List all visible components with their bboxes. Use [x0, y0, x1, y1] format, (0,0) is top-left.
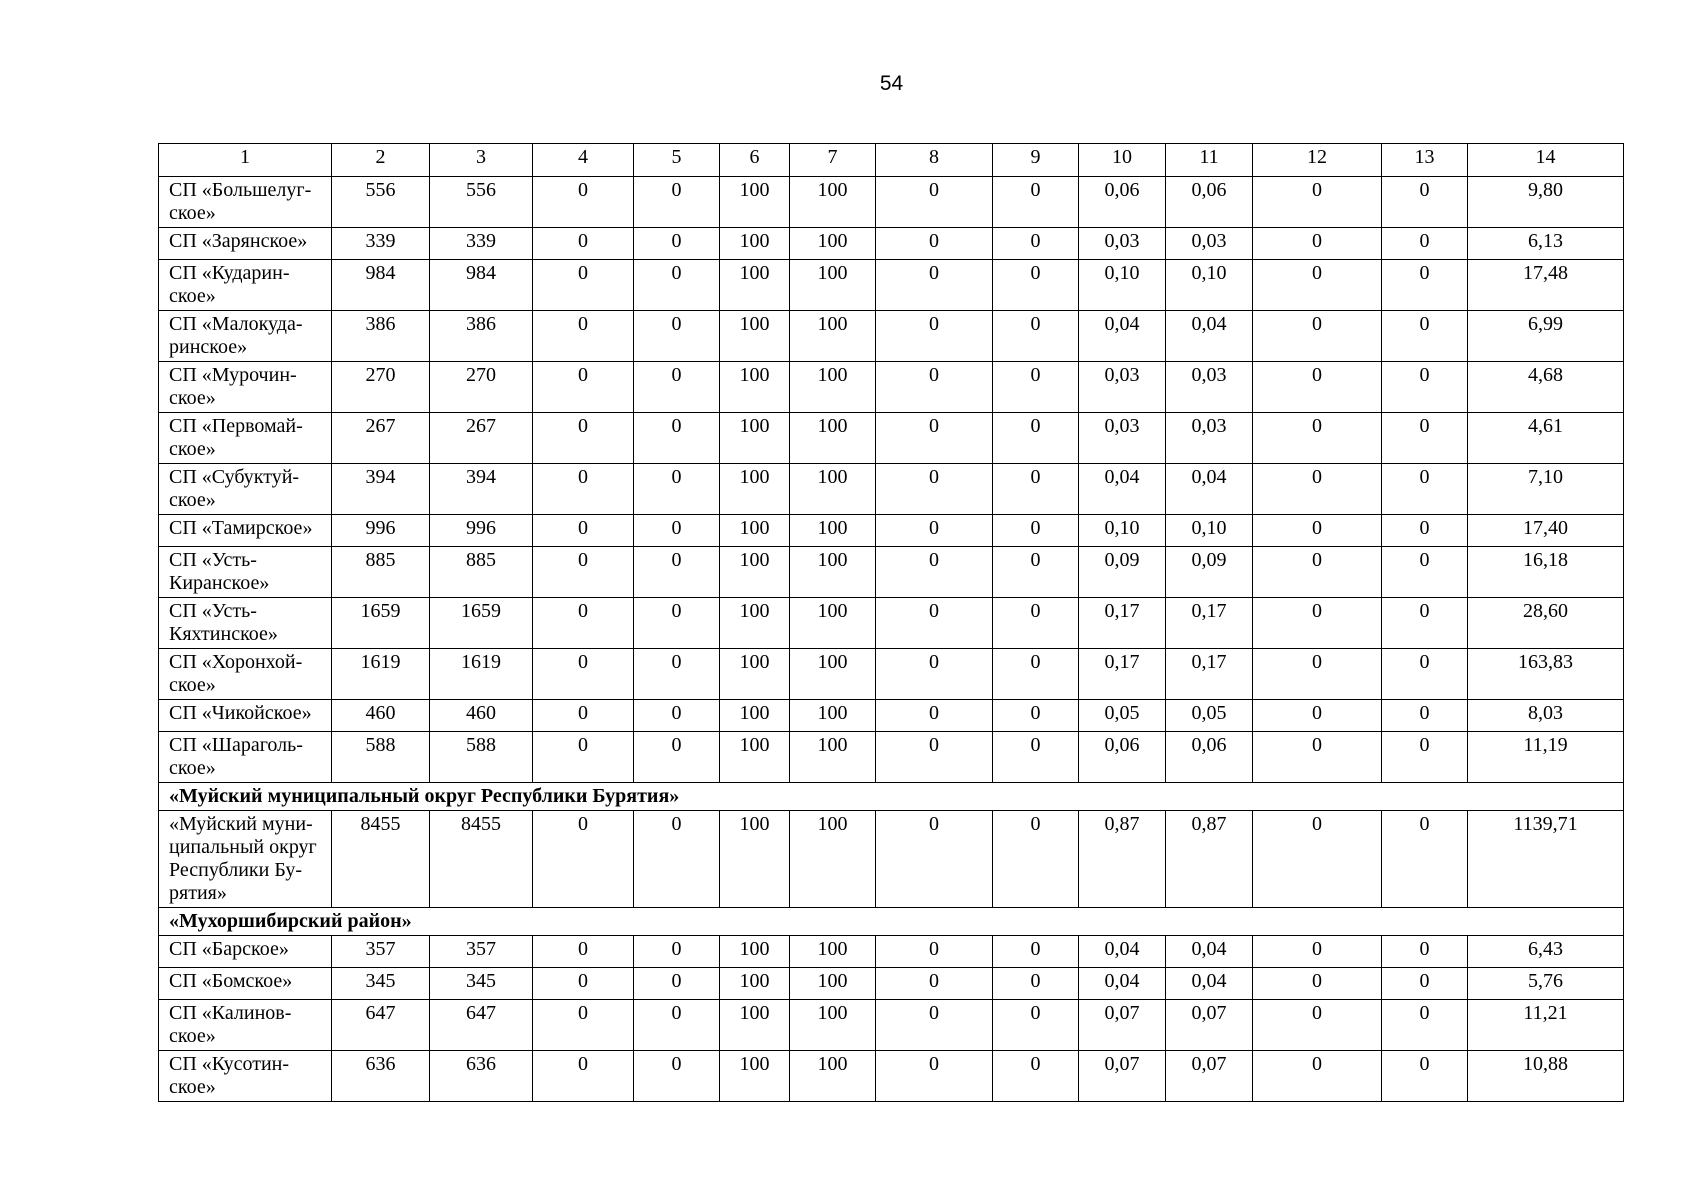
column-header-8: 8 — [876, 144, 993, 177]
cell-col-14: 6,13 — [1468, 228, 1624, 260]
cell-col-10: 0,04 — [1079, 936, 1166, 968]
cell-col-6: 100 — [720, 260, 790, 311]
table-row — [159, 968, 1624, 1000]
cell-col-14: 17,40 — [1468, 515, 1624, 547]
cell-col-10: 0,07 — [1079, 1051, 1166, 1102]
cell-col-3: 1619 — [430, 649, 533, 700]
cell-col-11: 0,10 — [1166, 260, 1253, 311]
cell-col-12: 0 — [1253, 968, 1382, 1000]
cell-col-13: 0 — [1382, 413, 1468, 464]
cell-col-4: 0 — [533, 1000, 634, 1051]
cell-col-2: 885 — [332, 547, 430, 598]
cell-col-5: 0 — [634, 547, 720, 598]
table-row — [159, 700, 1624, 732]
cell-col-5: 0 — [634, 260, 720, 311]
cell-col-13: 0 — [1382, 464, 1468, 515]
cell-col-11: 0,03 — [1166, 228, 1253, 260]
cell-col-11: 0,04 — [1166, 936, 1253, 968]
cell-col-12: 0 — [1253, 515, 1382, 547]
cell-col-3: 270 — [430, 362, 533, 413]
cell-col-6: 100 — [720, 362, 790, 413]
cell-col-12: 0 — [1253, 464, 1382, 515]
cell-col-13: 0 — [1382, 1051, 1468, 1102]
table-row — [159, 732, 1624, 783]
cell-col-13: 0 — [1382, 1000, 1468, 1051]
table-row — [159, 811, 1624, 908]
cell-col-7: 100 — [790, 598, 876, 649]
cell-col-13: 0 — [1382, 732, 1468, 783]
cell-col-5: 0 — [634, 311, 720, 362]
cell-col-11: 0,17 — [1166, 598, 1253, 649]
cell-col-10: 0,05 — [1079, 700, 1166, 732]
cell-col-13: 0 — [1382, 936, 1468, 968]
cell-col-10: 0,10 — [1079, 260, 1166, 311]
cell-col-6: 100 — [720, 811, 790, 908]
cell-col-13: 0 — [1382, 649, 1468, 700]
table-row — [159, 228, 1624, 260]
cell-col-12: 0 — [1253, 649, 1382, 700]
header-row — [159, 144, 1624, 177]
cell-col-8: 0 — [876, 413, 993, 464]
cell-col-13: 0 — [1382, 177, 1468, 228]
cell-col-12: 0 — [1253, 362, 1382, 413]
settlement-name: СП «Калинов- ское» — [159, 1000, 332, 1051]
cell-col-13: 0 — [1382, 811, 1468, 908]
cell-col-9: 0 — [993, 177, 1079, 228]
cell-col-3: 984 — [430, 260, 533, 311]
cell-col-6: 100 — [720, 413, 790, 464]
cell-col-5: 0 — [634, 1051, 720, 1102]
data-table — [158, 143, 1624, 1102]
cell-col-8: 0 — [876, 700, 993, 732]
cell-col-4: 0 — [533, 968, 634, 1000]
cell-col-12: 0 — [1253, 1000, 1382, 1051]
cell-col-12: 0 — [1253, 260, 1382, 311]
cell-col-7: 100 — [790, 649, 876, 700]
column-header-9: 9 — [993, 144, 1079, 177]
cell-col-8: 0 — [876, 362, 993, 413]
cell-col-9: 0 — [993, 228, 1079, 260]
cell-col-4: 0 — [533, 811, 634, 908]
page-number: 54 — [879, 72, 904, 95]
cell-col-12: 0 — [1253, 413, 1382, 464]
cell-col-14: 5,76 — [1468, 968, 1624, 1000]
settlement-name: СП «Бомское» — [159, 968, 332, 1000]
cell-col-4: 0 — [533, 515, 634, 547]
cell-col-3: 636 — [430, 1051, 533, 1102]
cell-col-11: 0,06 — [1166, 177, 1253, 228]
cell-col-6: 100 — [720, 649, 790, 700]
cell-col-10: 0,17 — [1079, 649, 1166, 700]
cell-col-2: 267 — [332, 413, 430, 464]
cell-col-9: 0 — [993, 311, 1079, 362]
column-header-6: 6 — [720, 144, 790, 177]
cell-col-13: 0 — [1382, 598, 1468, 649]
cell-col-11: 0,17 — [1166, 649, 1253, 700]
settlement-name: СП «Зарянское» — [159, 228, 332, 260]
cell-col-12: 0 — [1253, 311, 1382, 362]
cell-col-8: 0 — [876, 936, 993, 968]
section-title: «Мухоршибирский район» — [159, 908, 1624, 936]
cell-col-13: 0 — [1382, 260, 1468, 311]
cell-col-6: 100 — [720, 700, 790, 732]
column-header-12: 12 — [1253, 144, 1382, 177]
cell-col-6: 100 — [720, 732, 790, 783]
cell-col-2: 394 — [332, 464, 430, 515]
section-header-row — [159, 783, 1624, 811]
cell-col-10: 0,04 — [1079, 968, 1166, 1000]
cell-col-11: 0,07 — [1166, 1000, 1253, 1051]
column-header-11: 11 — [1166, 144, 1253, 177]
cell-col-5: 0 — [634, 1000, 720, 1051]
settlement-name: СП «Усть- Кяхтинское» — [159, 598, 332, 649]
settlement-name: СП «Барское» — [159, 936, 332, 968]
cell-col-12: 0 — [1253, 811, 1382, 908]
cell-col-5: 0 — [634, 413, 720, 464]
cell-col-10: 0,03 — [1079, 228, 1166, 260]
cell-col-11: 0,06 — [1166, 732, 1253, 783]
table-row — [159, 936, 1624, 968]
column-header-1: 1 — [159, 144, 332, 177]
cell-col-14: 9,80 — [1468, 177, 1624, 228]
cell-col-7: 100 — [790, 177, 876, 228]
cell-col-8: 0 — [876, 547, 993, 598]
cell-col-13: 0 — [1382, 515, 1468, 547]
cell-col-4: 0 — [533, 177, 634, 228]
cell-col-10: 0,10 — [1079, 515, 1166, 547]
cell-col-4: 0 — [533, 1051, 634, 1102]
table-row — [159, 311, 1624, 362]
table-row — [159, 464, 1624, 515]
cell-col-8: 0 — [876, 260, 993, 311]
cell-col-6: 100 — [720, 547, 790, 598]
cell-col-13: 0 — [1382, 228, 1468, 260]
cell-col-8: 0 — [876, 177, 993, 228]
cell-col-3: 345 — [430, 968, 533, 1000]
cell-col-14: 10,88 — [1468, 1051, 1624, 1102]
cell-col-13: 0 — [1382, 547, 1468, 598]
table-row — [159, 1051, 1624, 1102]
settlement-name: СП «Первомай- ское» — [159, 413, 332, 464]
cell-col-7: 100 — [790, 228, 876, 260]
settlement-name: СП «Кусотин- ское» — [159, 1051, 332, 1102]
cell-col-5: 0 — [634, 228, 720, 260]
cell-col-6: 100 — [720, 598, 790, 649]
cell-col-8: 0 — [876, 1000, 993, 1051]
cell-col-3: 339 — [430, 228, 533, 260]
cell-col-14: 163,83 — [1468, 649, 1624, 700]
cell-col-3: 394 — [430, 464, 533, 515]
settlement-name: СП «Мурочин- ское» — [159, 362, 332, 413]
column-header-10: 10 — [1079, 144, 1166, 177]
cell-col-4: 0 — [533, 598, 634, 649]
cell-col-11: 0,05 — [1166, 700, 1253, 732]
cell-col-9: 0 — [993, 649, 1079, 700]
cell-col-10: 0,09 — [1079, 547, 1166, 598]
cell-col-3: 357 — [430, 936, 533, 968]
cell-col-3: 996 — [430, 515, 533, 547]
cell-col-6: 100 — [720, 177, 790, 228]
cell-col-3: 8455 — [430, 811, 533, 908]
cell-col-8: 0 — [876, 649, 993, 700]
cell-col-10: 0,87 — [1079, 811, 1166, 908]
cell-col-8: 0 — [876, 515, 993, 547]
cell-col-2: 8455 — [332, 811, 430, 908]
cell-col-10: 0,06 — [1079, 177, 1166, 228]
cell-col-14: 11,19 — [1468, 732, 1624, 783]
cell-col-5: 0 — [634, 700, 720, 732]
cell-col-14: 11,21 — [1468, 1000, 1624, 1051]
cell-col-5: 0 — [634, 811, 720, 908]
cell-col-14: 6,99 — [1468, 311, 1624, 362]
cell-col-9: 0 — [993, 936, 1079, 968]
cell-col-8: 0 — [876, 1051, 993, 1102]
cell-col-5: 0 — [634, 464, 720, 515]
cell-col-8: 0 — [876, 811, 993, 908]
cell-col-4: 0 — [533, 732, 634, 783]
cell-col-12: 0 — [1253, 598, 1382, 649]
cell-col-11: 0,07 — [1166, 1051, 1253, 1102]
cell-col-5: 0 — [634, 598, 720, 649]
cell-col-3: 267 — [430, 413, 533, 464]
cell-col-6: 100 — [720, 936, 790, 968]
cell-col-7: 100 — [790, 362, 876, 413]
cell-col-12: 0 — [1253, 177, 1382, 228]
cell-col-2: 556 — [332, 177, 430, 228]
cell-col-4: 0 — [533, 700, 634, 732]
cell-col-7: 100 — [790, 700, 876, 732]
cell-col-9: 0 — [993, 464, 1079, 515]
cell-col-10: 0,03 — [1079, 413, 1166, 464]
cell-col-14: 17,48 — [1468, 260, 1624, 311]
settlement-name: СП «Большелуг- ское» — [159, 177, 332, 228]
cell-col-9: 0 — [993, 515, 1079, 547]
cell-col-11: 0,03 — [1166, 362, 1253, 413]
cell-col-2: 339 — [332, 228, 430, 260]
cell-col-4: 0 — [533, 362, 634, 413]
cell-col-2: 345 — [332, 968, 430, 1000]
cell-col-6: 100 — [720, 968, 790, 1000]
settlement-name: СП «Кударин- ское» — [159, 260, 332, 311]
settlement-name: СП «Тамирское» — [159, 515, 332, 547]
table-row — [159, 649, 1624, 700]
cell-col-3: 885 — [430, 547, 533, 598]
cell-col-9: 0 — [993, 598, 1079, 649]
cell-col-11: 0,04 — [1166, 464, 1253, 515]
cell-col-11: 0,04 — [1166, 968, 1253, 1000]
cell-col-11: 0,03 — [1166, 413, 1253, 464]
cell-col-13: 0 — [1382, 968, 1468, 1000]
cell-col-14: 28,60 — [1468, 598, 1624, 649]
cell-col-3: 647 — [430, 1000, 533, 1051]
settlement-name: СП «Усть- Киранское» — [159, 547, 332, 598]
cell-col-2: 357 — [332, 936, 430, 968]
cell-col-7: 100 — [790, 1000, 876, 1051]
cell-col-12: 0 — [1253, 1051, 1382, 1102]
column-header-4: 4 — [533, 144, 634, 177]
cell-col-12: 0 — [1253, 732, 1382, 783]
cell-col-7: 100 — [790, 936, 876, 968]
cell-col-9: 0 — [993, 362, 1079, 413]
cell-col-5: 0 — [634, 649, 720, 700]
cell-col-10: 0,06 — [1079, 732, 1166, 783]
cell-col-7: 100 — [790, 547, 876, 598]
cell-col-7: 100 — [790, 515, 876, 547]
cell-col-3: 556 — [430, 177, 533, 228]
settlement-name: СП «Шараголь- ское» — [159, 732, 332, 783]
settlement-name: «Муйский муни- ципальный округ Республики Бу- рятия» — [159, 811, 332, 908]
settlement-name: СП «Малокуда- ринское» — [159, 311, 332, 362]
cell-col-2: 588 — [332, 732, 430, 783]
settlement-name: СП «Субуктуй- ское» — [159, 464, 332, 515]
column-header-13: 13 — [1382, 144, 1468, 177]
cell-col-4: 0 — [533, 228, 634, 260]
cell-col-8: 0 — [876, 464, 993, 515]
cell-col-5: 0 — [634, 177, 720, 228]
cell-col-4: 0 — [533, 649, 634, 700]
table-row — [159, 1000, 1624, 1051]
cell-col-2: 647 — [332, 1000, 430, 1051]
column-header-14: 14 — [1468, 144, 1624, 177]
cell-col-10: 0,04 — [1079, 311, 1166, 362]
cell-col-4: 0 — [533, 936, 634, 968]
cell-col-4: 0 — [533, 260, 634, 311]
cell-col-4: 0 — [533, 413, 634, 464]
cell-col-5: 0 — [634, 968, 720, 1000]
cell-col-10: 0,03 — [1079, 362, 1166, 413]
table-row — [159, 598, 1624, 649]
cell-col-2: 996 — [332, 515, 430, 547]
cell-col-12: 0 — [1253, 228, 1382, 260]
table-row — [159, 515, 1624, 547]
cell-col-9: 0 — [993, 700, 1079, 732]
cell-col-10: 0,07 — [1079, 1000, 1166, 1051]
cell-col-5: 0 — [634, 515, 720, 547]
cell-col-9: 0 — [993, 260, 1079, 311]
cell-col-3: 588 — [430, 732, 533, 783]
cell-col-13: 0 — [1382, 700, 1468, 732]
cell-col-14: 1139,71 — [1468, 811, 1624, 908]
cell-col-5: 0 — [634, 362, 720, 413]
settlement-name: СП «Чикойское» — [159, 700, 332, 732]
cell-col-8: 0 — [876, 228, 993, 260]
cell-col-2: 1619 — [332, 649, 430, 700]
cell-col-9: 0 — [993, 1051, 1079, 1102]
cell-col-9: 0 — [993, 547, 1079, 598]
cell-col-7: 100 — [790, 968, 876, 1000]
cell-col-5: 0 — [634, 936, 720, 968]
cell-col-10: 0,17 — [1079, 598, 1166, 649]
cell-col-10: 0,04 — [1079, 464, 1166, 515]
table-row — [159, 177, 1624, 228]
section-header-row — [159, 908, 1624, 936]
cell-col-6: 100 — [720, 464, 790, 515]
cell-col-2: 460 — [332, 700, 430, 732]
cell-col-6: 100 — [720, 311, 790, 362]
cell-col-7: 100 — [790, 311, 876, 362]
cell-col-12: 0 — [1253, 547, 1382, 598]
cell-col-12: 0 — [1253, 936, 1382, 968]
column-header-5: 5 — [634, 144, 720, 177]
cell-col-8: 0 — [876, 598, 993, 649]
table-row — [159, 260, 1624, 311]
cell-col-3: 1659 — [430, 598, 533, 649]
cell-col-5: 0 — [634, 732, 720, 783]
cell-col-7: 100 — [790, 732, 876, 783]
cell-col-9: 0 — [993, 413, 1079, 464]
table-row — [159, 413, 1624, 464]
cell-col-9: 0 — [993, 811, 1079, 908]
cell-col-2: 984 — [332, 260, 430, 311]
cell-col-9: 0 — [993, 732, 1079, 783]
cell-col-11: 0,09 — [1166, 547, 1253, 598]
cell-col-14: 6,43 — [1468, 936, 1624, 968]
table-row — [159, 547, 1624, 598]
cell-col-11: 0,87 — [1166, 811, 1253, 908]
table-body — [159, 144, 1624, 1102]
cell-col-11: 0,10 — [1166, 515, 1253, 547]
cell-col-6: 100 — [720, 1051, 790, 1102]
column-header-2: 2 — [332, 144, 430, 177]
cell-col-13: 0 — [1382, 311, 1468, 362]
cell-col-11: 0,04 — [1166, 311, 1253, 362]
cell-col-4: 0 — [533, 311, 634, 362]
cell-col-2: 1659 — [332, 598, 430, 649]
column-header-7: 7 — [790, 144, 876, 177]
cell-col-6: 100 — [720, 1000, 790, 1051]
cell-col-13: 0 — [1382, 362, 1468, 413]
column-header-3: 3 — [430, 144, 533, 177]
cell-col-3: 460 — [430, 700, 533, 732]
cell-col-7: 100 — [790, 464, 876, 515]
cell-col-14: 16,18 — [1468, 547, 1624, 598]
cell-col-14: 4,61 — [1468, 413, 1624, 464]
cell-col-7: 100 — [790, 413, 876, 464]
cell-col-2: 386 — [332, 311, 430, 362]
cell-col-2: 270 — [332, 362, 430, 413]
cell-col-4: 0 — [533, 547, 634, 598]
section-title: «Муйский муниципальный округ Республики Бурятия» — [159, 783, 1624, 811]
cell-col-6: 100 — [720, 515, 790, 547]
cell-col-4: 0 — [533, 464, 634, 515]
cell-col-8: 0 — [876, 311, 993, 362]
cell-col-8: 0 — [876, 732, 993, 783]
cell-col-9: 0 — [993, 968, 1079, 1000]
cell-col-2: 636 — [332, 1051, 430, 1102]
cell-col-7: 100 — [790, 260, 876, 311]
cell-col-14: 8,03 — [1468, 700, 1624, 732]
cell-col-3: 386 — [430, 311, 533, 362]
cell-col-7: 100 — [790, 1051, 876, 1102]
cell-col-9: 0 — [993, 1000, 1079, 1051]
cell-col-8: 0 — [876, 968, 993, 1000]
cell-col-12: 0 — [1253, 700, 1382, 732]
cell-col-7: 100 — [790, 811, 876, 908]
settlement-name: СП «Хоронхой- ское» — [159, 649, 332, 700]
cell-col-14: 7,10 — [1468, 464, 1624, 515]
cell-col-14: 4,68 — [1468, 362, 1624, 413]
table-row — [159, 362, 1624, 413]
cell-col-6: 100 — [720, 228, 790, 260]
